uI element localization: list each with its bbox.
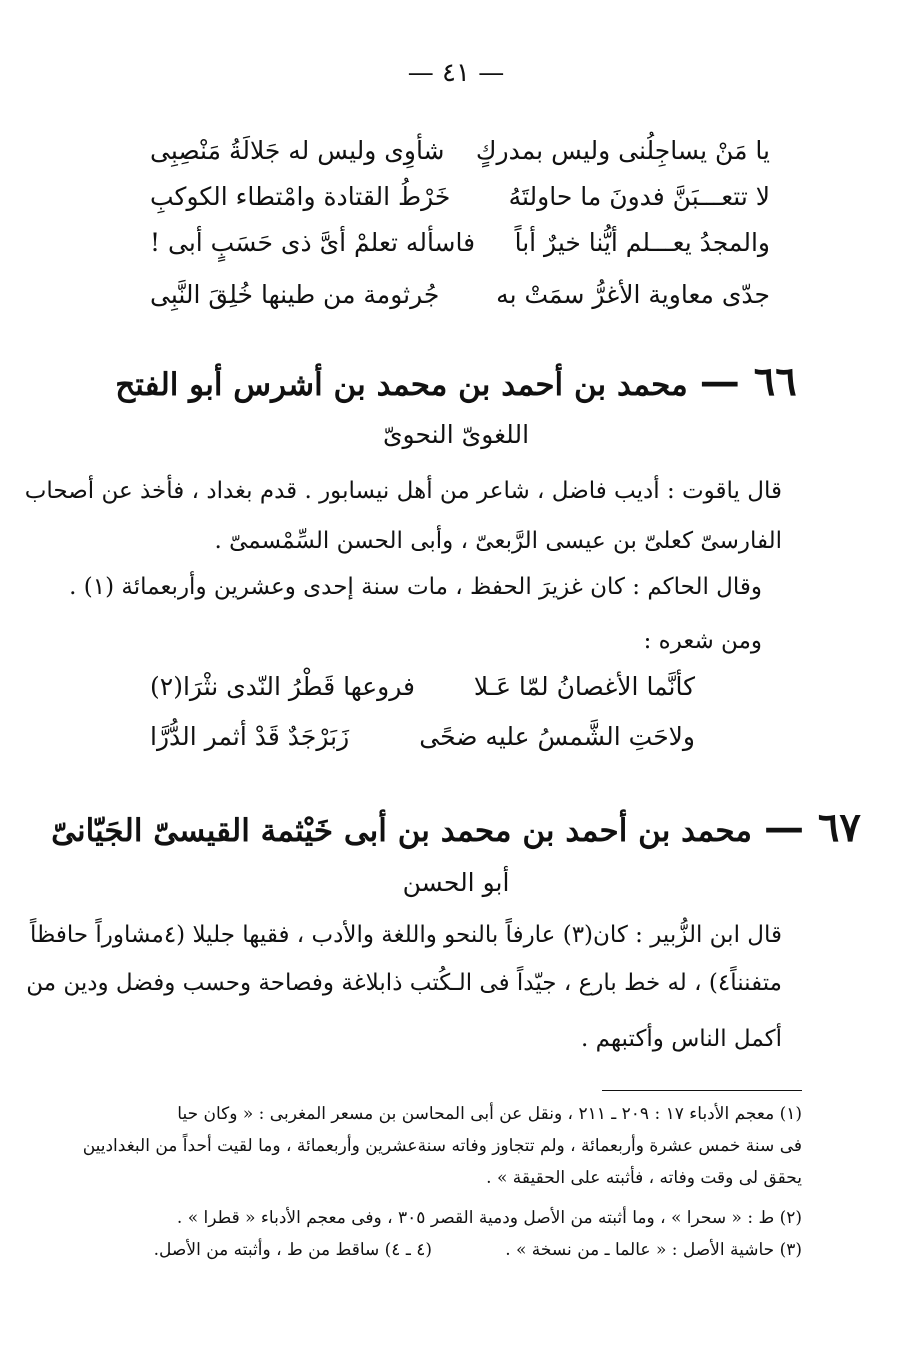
prose-line: قال ابن الزُّبير : كان(٣) عارفاً بالنحو واللغة والأدب ، فقيها جليلا (٤مشاوراً حافظاً: [29, 922, 782, 948]
footnote-line: (٢) ط : « سحرا » ، وما أثبته من الأصل ودمية القصر ٣٠٥ ، وفى معجم الأدباء « قطرا » .: [176, 1208, 802, 1228]
prose-line: أكمل الناس وأكتبهم .: [581, 1026, 782, 1052]
verse-line: [150, 182, 770, 222]
verse-second-hemistich: خَرْطُ القتادة وامْتطاء الكوكبِ: [150, 182, 451, 211]
footnote-3: (٣) حاشية الأصل : « عالما ـ من نسخة » .: [505, 1240, 802, 1260]
prose-line: وقال الحاكم : كان غزيرَ الحفظ ، مات سنة إحدى وعشرين وأربعمائة (١) .: [69, 574, 762, 600]
entry-title: محمد بن أحمد بن محمد بن أبى خَيْثمة القيسىّ الجَيّانىّ: [51, 813, 752, 849]
entry-66-subtitle: اللغوىّ النحوىّ: [382, 420, 530, 449]
prose-line: قال ياقوت : أديب فاضل ، شاعر من أهل نيسابور . قدم بغداد ، فأخذ عن أصحاب: [24, 478, 782, 504]
footnote-line: [62, 1240, 802, 1266]
entry-number: ٦٦ —: [699, 358, 797, 405]
footnote-line: (١) معجم الأدباء ١٧ : ٢٠٩ ـ ٢١١ ، ونقل عن أبى المحاسن بن مسعر المغربى : « وكان حيا: [177, 1104, 802, 1124]
verse-line: [150, 136, 770, 176]
footnote-line: يحقق لى وقت وفاته ، فأثبته على الحقيقة » .: [486, 1168, 802, 1188]
entry-title: محمد بن أحمد بن محمد بن أشرس أبو الفتح: [115, 367, 688, 403]
entry-number: ٦٧ —: [763, 804, 861, 851]
entry-67-subtitle: أبو الحسن: [402, 868, 510, 897]
poem-line: [150, 722, 695, 762]
entry-66-heading: [0, 358, 912, 405]
verse-line: [150, 228, 770, 268]
footnote-separator: [602, 1090, 802, 1091]
verse-first-hemistich: جدّى معاوية الأغرُّ سمَتْ به: [496, 280, 770, 309]
verse-line: [150, 280, 770, 320]
entry-67-heading: [0, 804, 912, 851]
verse-second-hemistich: جُرثومة من طينها خُلِقَ النَّبِى: [150, 280, 440, 309]
verse-first-hemistich: والمجدُ يعـــلم أيُّنا خيرٌ أباً: [514, 228, 770, 257]
verse-first-hemistich: لا تتعـــبَنَّ فدونَ ما حاولتَهُ: [508, 182, 770, 211]
poem-first-hemistich: ولاحَتِ الشَّمسُ عليه ضحًى: [419, 722, 695, 751]
footnote-line: فى سنة خمس عشرة وأربعمائة ، ولم تتجاوز وفاته سنةعشرين وأربعمائة ، وما لقيت أحداً من البغداديين: [82, 1136, 802, 1156]
verse-second-hemistich: شأوِى وليس له جَلالَةُ مَنْصِبِى: [150, 136, 445, 165]
verse-second-hemistich: فاسأله تعلمْ أىَّ ذى حَسَبٍ أبى !: [150, 228, 476, 257]
poem-second-hemistich: فروعها قَطْرُ النّدى نثْرَا(٢): [150, 672, 415, 701]
poem-first-hemistich: كأنَّما الأغصانُ لمّا عَـلا: [473, 672, 695, 701]
prose-line: الفارسىّ كعلىّ بن عيسى الرَّبعىّ ، وأبى الحسن السِّمْسمىّ .: [214, 528, 782, 554]
poem-line: [150, 672, 695, 712]
verse-first-hemistich: يا مَنْ يساجِلُنى وليس بمدركٍ: [475, 136, 770, 165]
poem-second-hemistich: زَبَرْجَدٌ قَدْ أثمر الدُّرَّا: [150, 722, 350, 751]
poem-intro: ومن شعره :: [643, 628, 762, 654]
prose-line: متفنناً٤) ، له خط بارع ، جيّداً فى الـكُتب ذابلاغة وفصاحة وحسب وفضل ودين من: [26, 970, 782, 996]
footnote-4: (٤ ـ ٤) ساقط من ط ، وأثبته من الأصل.: [153, 1240, 432, 1260]
page-number: — ٤١ —: [407, 58, 505, 88]
